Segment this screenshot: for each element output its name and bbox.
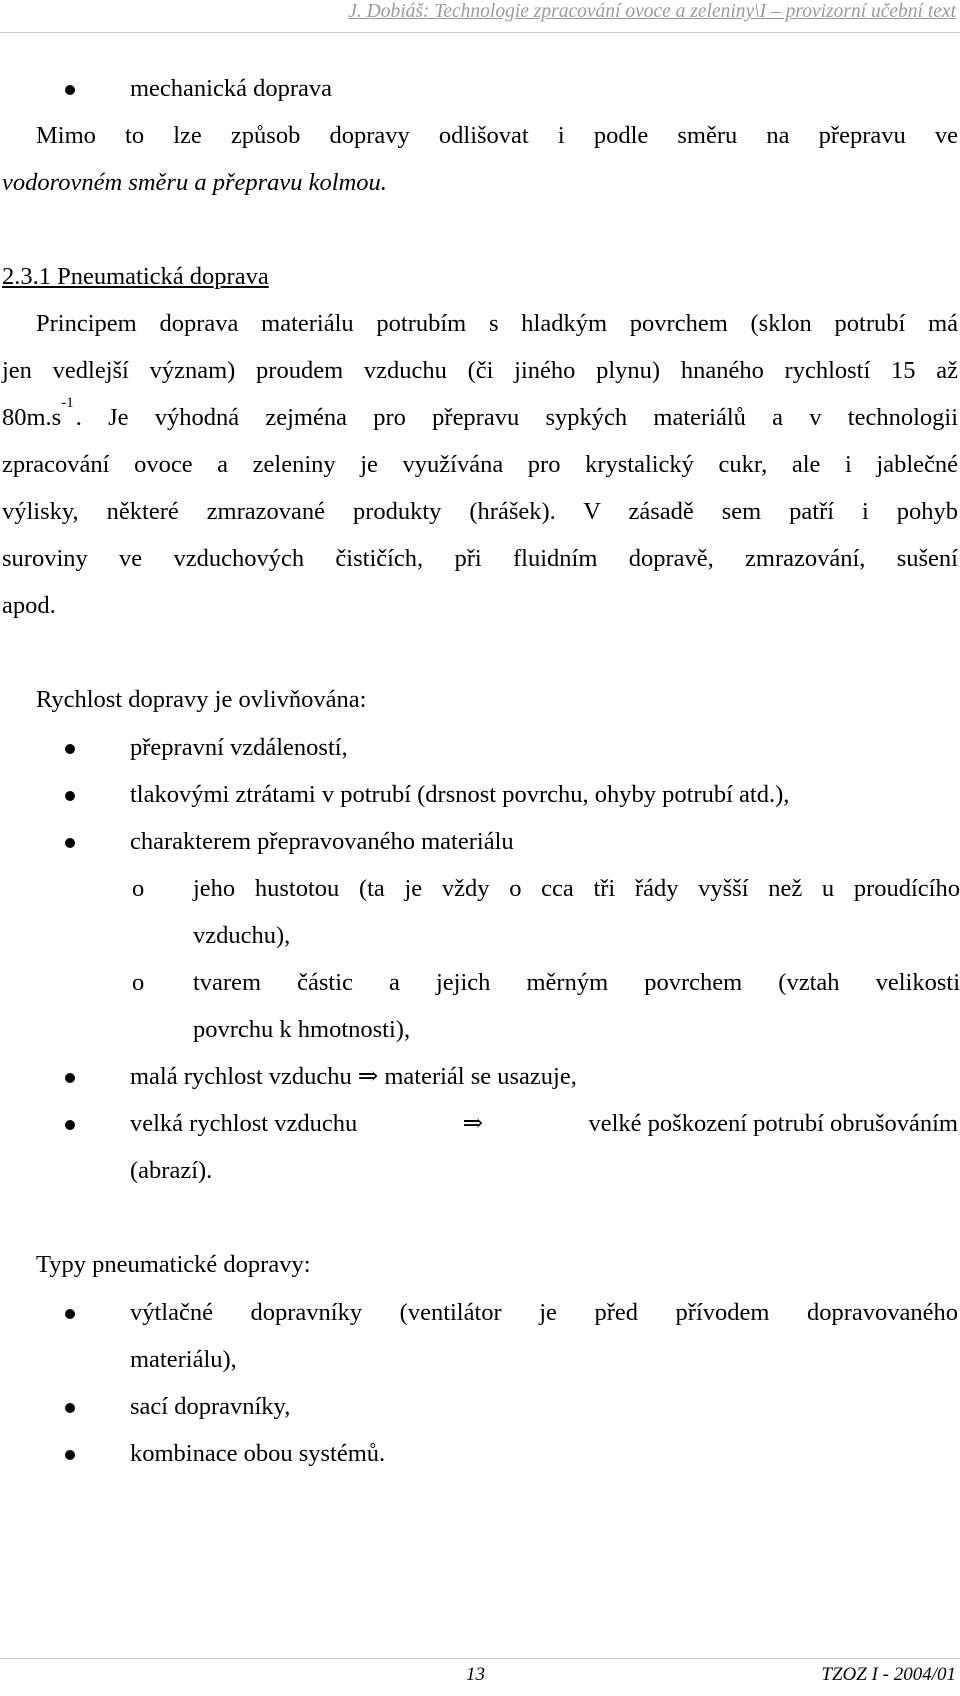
list-item xyxy=(130,1109,958,1139)
list-item: přepravní vzdáleností, xyxy=(130,734,348,761)
section-heading: 2.3.1 Pneumatická doprava xyxy=(2,263,269,290)
bullet xyxy=(65,1309,75,1319)
bullet xyxy=(65,1073,75,1083)
paragraph-line: Principem doprava materiálu potrubím s hladkým povrchem (sklon potrubí má xyxy=(36,310,958,337)
header-rule xyxy=(0,32,960,33)
paragraph-line: jen vedlejší význam) proudem vzduchu (či jiného plynu) hnaného rychlostí 15 až xyxy=(2,357,958,384)
document-code: TZOZ I - 2004/01 xyxy=(821,1664,956,1685)
sub-bullet: o xyxy=(132,969,145,996)
bullet xyxy=(65,85,75,95)
sub-list-item-continuation: povrchu k hmotnosti), xyxy=(193,1016,411,1043)
bullet xyxy=(65,1450,75,1460)
paragraph-line: výlisky, některé zmrazované produkty (hrášek). V zásadě sem patří i pohyb xyxy=(2,498,958,525)
text-span: materiál se usazuje, xyxy=(384,1063,577,1090)
paragraph-line: zpracování ovoce a zeleniny je využívána pro krystalický cukr, ale i jablečné xyxy=(2,451,958,478)
sub-list-item-continuation: vzduchu), xyxy=(193,922,291,949)
sub-list-item: tvarem částic a jejich měrným povrchem (vztah velikosti xyxy=(193,969,960,996)
bullet xyxy=(65,1120,75,1130)
list-item-continuation: (abrazí). xyxy=(130,1157,213,1184)
bullet xyxy=(65,744,75,754)
text-span: malá rychlost vzduchu xyxy=(130,1063,352,1090)
paragraph-line xyxy=(2,395,958,433)
list-item: výtlačné dopravníky (ventilátor je před přívodem dopravovaného xyxy=(130,1299,958,1326)
list-item xyxy=(130,1062,960,1092)
list-item: charakterem přepravovaného materiálu xyxy=(130,828,514,855)
list-item: kombinace obou systémů. xyxy=(130,1440,386,1467)
paragraph-line: apod. xyxy=(2,592,56,619)
paragraph-line: Rychlost dopravy je ovlivňována: xyxy=(36,686,367,713)
running-header: J. Dobiáš: Technologie zpracování ovoce a zeleniny\I – provizorní učební text xyxy=(348,1,956,22)
sub-list-item: jeho hustotou (ta je vždy o cca tři řády vyšší než u proudícího xyxy=(193,875,960,902)
bullet xyxy=(65,791,75,801)
list-item-continuation: materiálu), xyxy=(130,1346,237,1373)
footer-rule xyxy=(0,1658,960,1659)
text-span: 80m.s xyxy=(2,404,62,431)
paragraph-line: suroviny ve vzduchových čističích, při fluidním dopravě, zmrazování, sušení xyxy=(2,545,958,572)
list-item: mechanická doprava xyxy=(130,75,333,102)
implies-arrow-icon: ⇒ xyxy=(462,1110,484,1137)
text-span: . Je výhodná zejména pro přepravu sypkých materiálů a v technologii xyxy=(75,404,958,431)
bullet xyxy=(65,1403,75,1413)
text-span: velké poškození potrubí obrušováním xyxy=(588,1110,958,1137)
superscript: -1 xyxy=(61,395,74,411)
bullet xyxy=(65,838,75,848)
paragraph-line: Typy pneumatické dopravy: xyxy=(36,1251,311,1278)
list-item: tlakovými ztrátami v potrubí (drsnost povrchu, ohyby potrubí atd.), xyxy=(130,781,790,808)
page-number: 13 xyxy=(466,1664,485,1685)
implies-arrow-icon: ⇒ xyxy=(357,1063,379,1090)
text-span: velká rychlost vzduchu xyxy=(130,1110,358,1137)
paragraph-line: vodorovném směru a přepravu kolmou. xyxy=(2,169,387,196)
paragraph-line: Mimo to lze způsob dopravy odlišovat i podle směru na přepravu ve xyxy=(36,122,958,149)
sub-bullet: o xyxy=(132,875,145,902)
list-item: sací dopravníky, xyxy=(130,1393,291,1420)
